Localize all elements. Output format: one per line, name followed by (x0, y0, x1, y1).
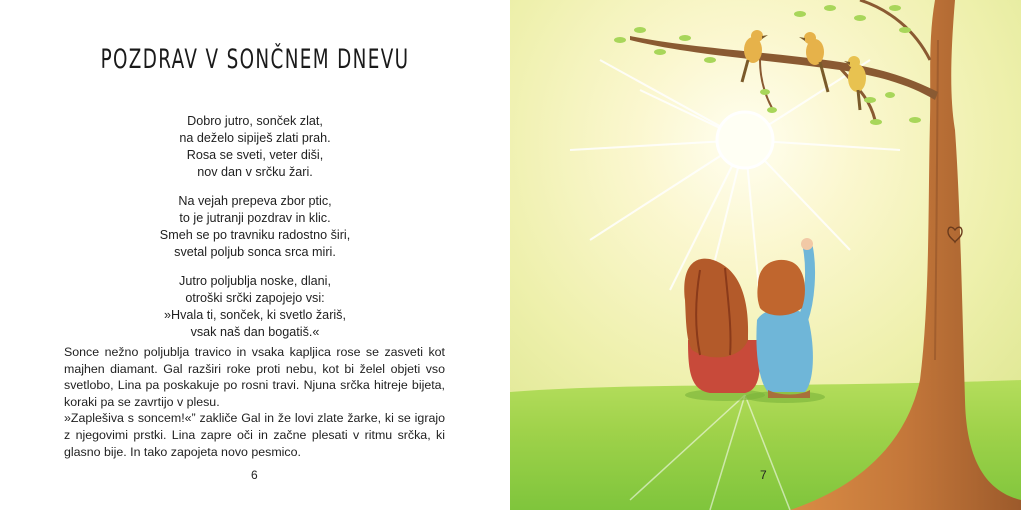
poem-line: otroški srčki zapojejo vsi: (185, 291, 325, 305)
poem-line: Dobro jutro, sonček zlat, (187, 114, 323, 128)
right-page-illustration (510, 0, 1021, 510)
poem (0, 113, 510, 353)
story-text (64, 344, 445, 460)
poem-line: to je jutranji pozdrav in klic. (179, 211, 331, 225)
poem-line: Jutro poljublja noske, dlani, (179, 274, 331, 288)
page-title: POZDRAV V SONČNEM DNEVU (100, 44, 410, 75)
sun (717, 112, 773, 168)
page-number-right: 7 (760, 468, 767, 482)
poem-line: nov dan v srčku žari. (197, 165, 313, 179)
poem-line: Na vejah prepeva zbor ptic, (178, 194, 332, 208)
poem-line: vsak naš dan bogatiš.« (190, 325, 320, 339)
story-paragraph: »Zaplešiva s soncem!«” zakliče Gal in že lovi zlate žarke, ki se igrajo z njegovimi prstki. Lina zapre oči in začne plesati v ritmu srčka, ki glasno bije. In tako zapojeta novo pesmico. (64, 411, 445, 459)
poem-line: svetal poljub sonca srca miri. (174, 245, 336, 259)
poem-line: »Hvala ti, sonček, ki svetlo žariš, (164, 308, 346, 322)
poem-line: na deželo sipiješ zlati prah. (179, 131, 331, 145)
story-paragraph: Sonce nežno poljublja travico in vsaka kapljica rose se zasveti kot majhen diamant. Gal razširi roke proti nebu, kot bi želel objeti vso svetlobo, Lina pa poskakuje po rosni travi. Njuna srčka hitreje bijeta, koraki pa se zavrtijo v plesu. (64, 345, 445, 409)
left-page (0, 0, 510, 510)
poem-line: Rosa se sveti, veter diši, (186, 148, 324, 162)
watercolor-illustration (510, 0, 1021, 510)
poem-stanza (0, 113, 510, 181)
poem-stanza (0, 193, 510, 261)
poem-stanza (0, 273, 510, 341)
poem-line: Smeh se po travniku radostno širi, (159, 228, 351, 242)
page-number-left: 6 (251, 468, 258, 482)
